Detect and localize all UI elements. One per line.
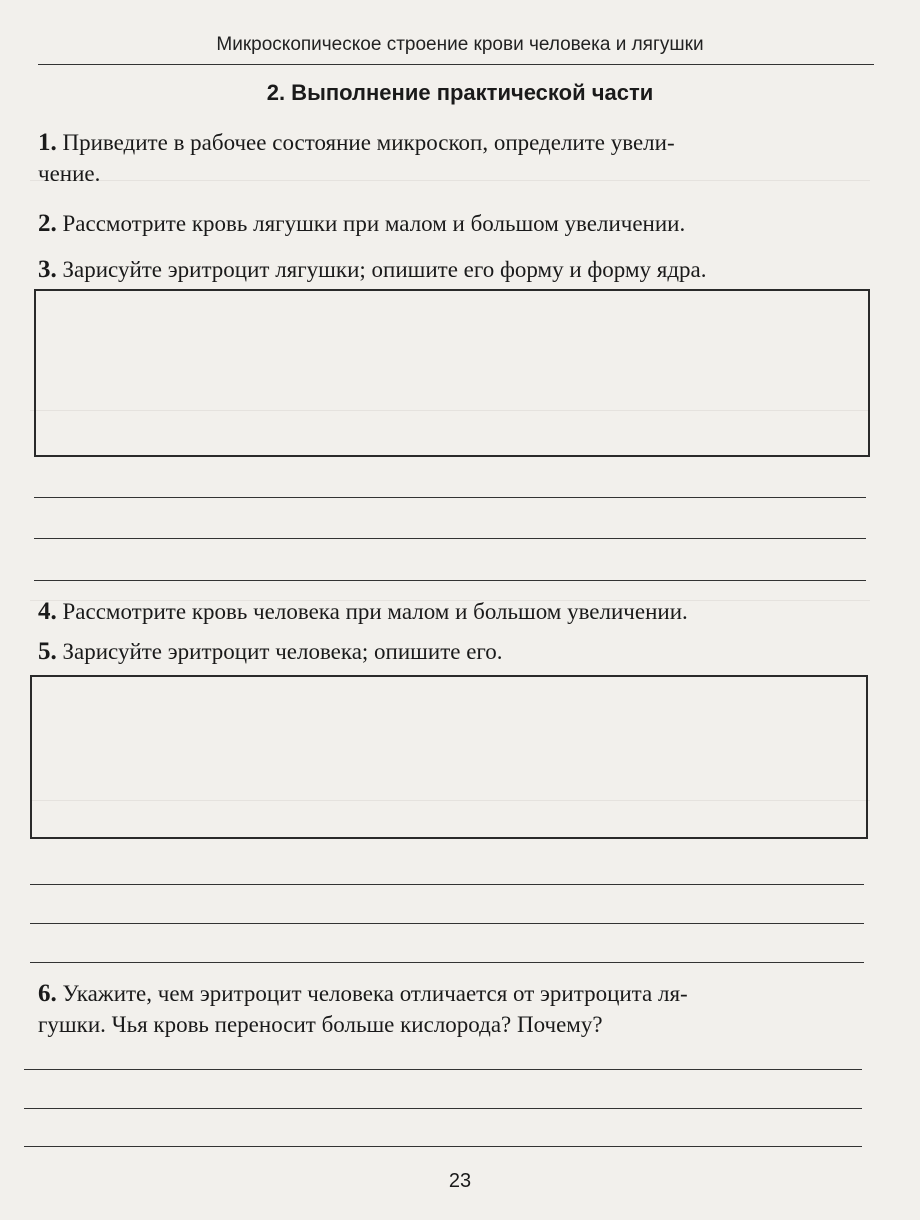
task-5-text: Зарисуйте эритроцит человека; опишите его. — [62, 639, 503, 664]
drawing-box-human[interactable] — [30, 675, 868, 839]
task-1 — [38, 127, 870, 189]
running-header: Микроскопическое строение крови человека и лягушки — [216, 34, 704, 55]
task-5-number: 5. — [38, 638, 57, 665]
task-6-text: Укажите, чем эритроцит человека отличается от эритроцита ля- — [62, 981, 688, 1006]
task-6 — [38, 978, 870, 1040]
task-1-number: 1. — [38, 129, 57, 156]
section-title: 2. Выполнение практической части — [266, 80, 654, 105]
answer-line[interactable] — [24, 1108, 862, 1109]
task-2-number: 2. — [38, 210, 57, 237]
answer-line[interactable] — [30, 884, 864, 885]
task-6-number: 6. — [38, 980, 57, 1007]
task-4 — [38, 596, 870, 627]
task-2-text: Рассмотрите кровь лягушки при малом и большом увеличении. — [62, 211, 686, 236]
task-1-text-cont: чение. — [38, 161, 101, 186]
task-2 — [38, 208, 870, 239]
answer-line[interactable] — [34, 538, 866, 539]
answer-line[interactable] — [30, 923, 864, 924]
answer-line[interactable] — [24, 1069, 862, 1070]
answer-line[interactable] — [24, 1146, 862, 1147]
answer-line[interactable] — [34, 580, 866, 581]
task-4-text: Рассмотрите кровь человека при малом и большом увеличении. — [62, 599, 688, 624]
header-rule — [38, 64, 874, 65]
answer-line[interactable] — [30, 962, 864, 963]
task-1-text: Приведите в рабочее состояние микроскоп, определите увели- — [62, 130, 675, 155]
task-3-text: Зарисуйте эритроцит лягушки; опишите его форму и форму ядра. — [62, 257, 707, 282]
task-6-text-cont: гушки. Чья кровь переносит больше кислорода? Почему? — [38, 1012, 603, 1037]
page-number: 23 — [448, 1170, 472, 1192]
task-4-number: 4. — [38, 598, 57, 625]
task-5 — [38, 636, 870, 667]
answer-line[interactable] — [34, 497, 866, 498]
task-3 — [38, 254, 870, 285]
task-3-number: 3. — [38, 256, 57, 283]
drawing-box-frog[interactable] — [34, 289, 870, 457]
